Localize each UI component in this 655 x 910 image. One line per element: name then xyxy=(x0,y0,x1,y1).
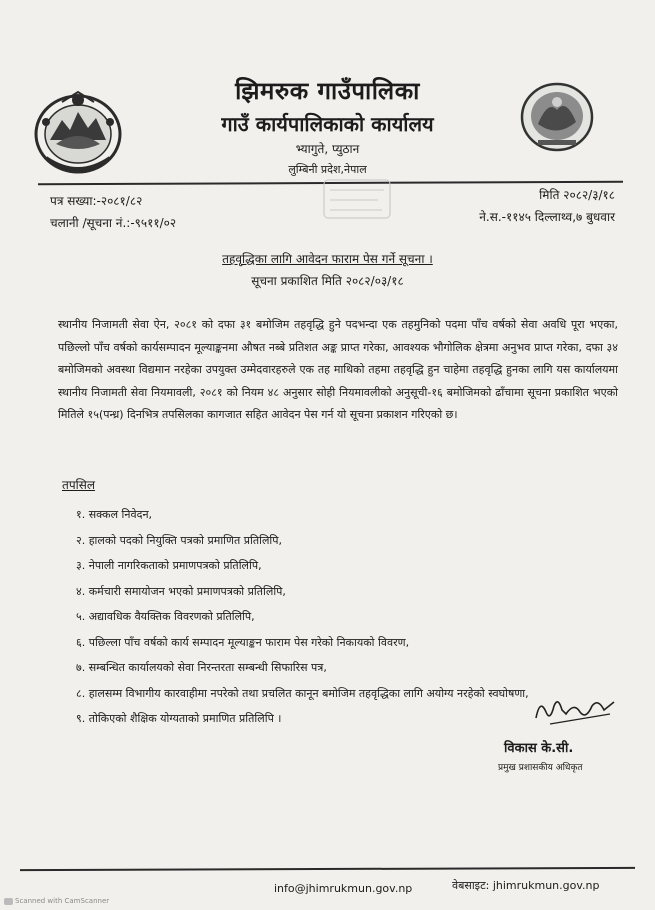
footer-divider xyxy=(20,867,635,871)
attachment-item: ६. पछिल्ला पाँच वर्षको कार्य सम्पादन मूल्याङ्कन फाराम पेस गरेको निकायको विवरण, xyxy=(76,635,410,649)
attachment-item: ८. हालसम्म विभागीय कारवाहीमा नपरेको तथा प्रचलित कानून बमोजिम तहवृद्धिका लागि अयोग्य नरहेको स्वघोषणा, xyxy=(76,686,529,700)
office-location: भ्यागुते, प्युठान xyxy=(295,142,360,156)
footer-website: वेबसाइट: jhimrukmun.gov.np xyxy=(452,879,600,892)
attachment-item: ३. नेपाली नागरिकताको प्रमाणपत्रको प्रतिलिपि, xyxy=(76,559,262,572)
organization-name: झिमरुक गाउँपालिका xyxy=(235,76,420,105)
camscanner-icon xyxy=(4,898,13,905)
receipt-stamp-icon xyxy=(322,178,392,220)
scanner-watermark xyxy=(4,897,109,905)
signatory-name: विकास के.सी. xyxy=(504,741,574,756)
reference-block xyxy=(50,190,176,234)
dispatch-number: चलानी /सूचना नं.:-९५११/०२ xyxy=(50,216,177,230)
handwritten-signature-icon xyxy=(530,692,620,728)
nepal-sambat-date: ने.स.-११४५ दिल्लाथ्व,७ बुधवार xyxy=(479,210,615,224)
office-name: गाउँ कार्यपालिकाको कार्यालय xyxy=(221,112,434,136)
office-province: लुम्बिनी प्रदेश,नेपाल xyxy=(288,163,367,176)
notice-body: स्थानीय निजामती सेवा ऐन, २०८१ को दफा ३१ बमोजिम तहवृद्धि हुने पदभन्दा एक तहमुनिको पदमा पाँच वर्षको सेवा अवधि पूरा भएका, पछिल्लो पाँच वर्षको कार्यसम्पादन मूल्याङ्कनमा औषत नब्बे प्रतिशत अङ्क प्राप्त गरेका, आवश्यक भौगोलिक क्षेत्रमा अनुभव प्राप्त गरेका, दफा ३४ बमोजिमको अवस्था विद्यमान नरहेका उपयुक्त उम्मेदवारहरुले एक तह माथिको तहमा तहवृद्धि हुन चाहेमा तहवृद्धि हुनका लागि यस कार्यालयमा स्थानीय निजामती सेवा नियमावली, २०८१ को नियम ४८ अनुसार सोही नियमावलीको अनुसूची-१६ बमोजिमको ढाँचामा सूचना प्रकाशित भएको मितिले १५(पन्ध्र) दिनभित्र तपसिलका कागजात सहित आवेदन पेस गर्न यो सूचना प्रकाशन गरिएको छ। xyxy=(58,318,618,421)
letter-date: मिति २०८२/३/१८ xyxy=(539,188,615,202)
attachment-item: २. हालको पदको नियुक्ति पत्रको प्रमाणित प्रतिलिपि, xyxy=(76,533,283,547)
attachment-item: ९. तोकिएको शैक्षिक योग्यताको प्रमाणित प्रतिलिपि । xyxy=(76,712,282,725)
letter-number: पत्र सख्या:-२०८१/८२ xyxy=(50,194,143,208)
attachments-heading: तपसिल xyxy=(62,478,96,492)
attachment-item: ५. अद्यावधिक वैयक्तिक विवरणको प्रतिलिपि, xyxy=(76,610,255,623)
date-block xyxy=(479,184,615,228)
attachment-item: १. सक्कल निवेदन, xyxy=(76,508,153,521)
signatory-title: प्रमुख प्रशासकीय अधिकृत xyxy=(498,763,583,773)
published-date: सूचना प्रकाशित मिति २०८२/०३/१८ xyxy=(251,274,404,288)
attachment-item: ७. सम्बन्धित कार्यालयको सेवा निरन्तरता सम्बन्धी सिफारिस पत्र, xyxy=(76,661,327,674)
footer-email: info@jhimrukmun.gov.np xyxy=(274,882,413,895)
attachment-item: ४. कर्मचारी समायोजन भएको प्रमाणपत्रको प्रतिलिपि, xyxy=(76,584,286,598)
notice-title-text: तहवृद्धिका लागि आवेदन फाराम पेस गर्ने सूचना । xyxy=(222,252,433,266)
notice-title xyxy=(0,250,655,267)
scanner-note: Scanned with CamScanner xyxy=(15,897,110,905)
